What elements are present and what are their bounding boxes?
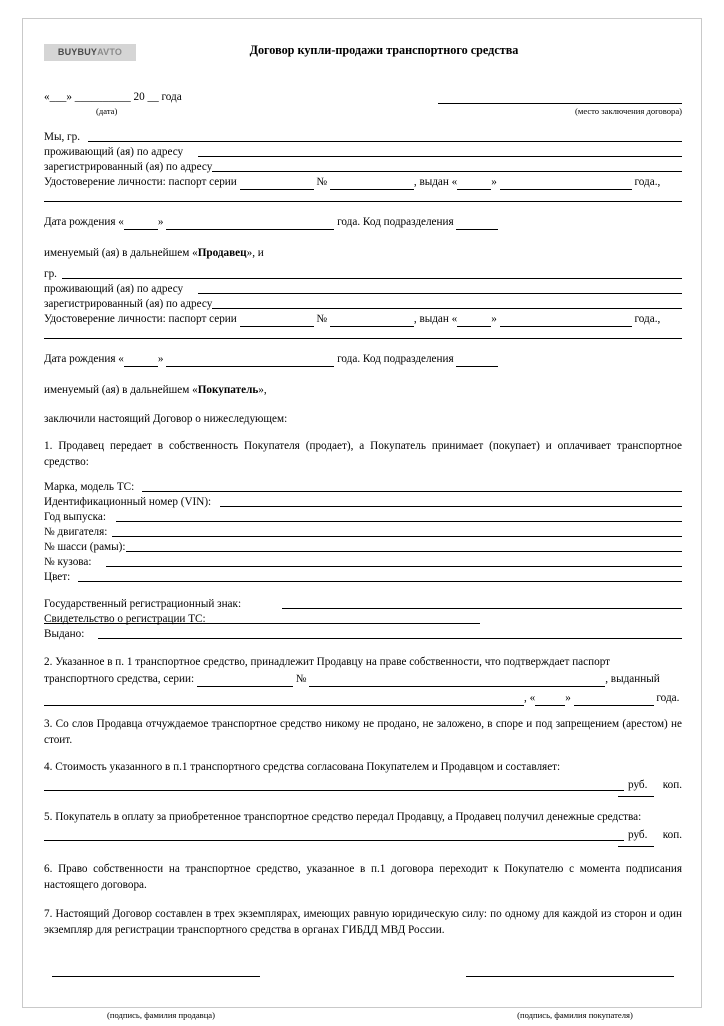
registration-field-label: Свидетельство о регистрации ТС: [44, 613, 206, 626]
seller-passport-number-line [330, 178, 414, 190]
buyer-registered-line [212, 308, 682, 309]
registration-field-line [282, 608, 682, 609]
clause-4: 4. Стоимость указанного в п.1 транспортного средства согласована Покупателем и Продавцом и составляет: [44, 760, 561, 773]
buyer-birth-row [44, 352, 682, 367]
buyer-passport-series-line [240, 315, 314, 327]
page-title: Договор купли-продажи транспортного средства [249, 43, 519, 57]
seller-name-line [88, 141, 682, 142]
seller-signature-caption: (подпись, фамилия продавца) [107, 1010, 215, 1021]
seller-passport-series-line [240, 178, 314, 190]
seller-role-prefix: именуемый (ая) в дальнейшем « [44, 247, 198, 260]
clause-5: 5. Покупатель в оплату за приобретенное транспортное средство передал Продавцу, а Продавец получил денежные средства: [44, 810, 642, 823]
clause-2-month-line [574, 694, 654, 706]
buyer-birth-year-word: года. Код подразделения [337, 353, 454, 366]
buyer-birth-close: » [157, 353, 164, 366]
buyer-division-code-line [456, 355, 498, 367]
registration-field-row [44, 597, 682, 612]
vehicle-field-row [44, 480, 682, 495]
logo-text-left: BUYBUY [57, 47, 98, 58]
captions-row [44, 106, 682, 118]
registration-fields [44, 597, 682, 642]
buyer-extra-row [44, 328, 682, 342]
registration-field-row [44, 612, 682, 627]
clause-3: 3. Со слов Продавца отчуждаемое транспортное средство никому не продано, не заложено, в споре и под запрещением (арестом) не стоит. [44, 718, 682, 747]
document-header [44, 34, 682, 68]
seller-registered-line [212, 171, 682, 172]
clause-2-number-label: № [295, 673, 307, 686]
date-quote-open: « [44, 91, 50, 103]
seller-birth-day-line [124, 218, 158, 230]
seller-issued-year-word: года., [634, 176, 661, 188]
seller-registered-row [44, 160, 682, 175]
seller-signature-line [52, 976, 260, 977]
buyer-registered-row [44, 297, 682, 312]
buyer-living-row [44, 282, 682, 297]
date-month-blank: __________ [74, 91, 131, 103]
buyer-gr-label: гр. [44, 268, 57, 281]
vehicle-field-row [44, 525, 682, 540]
vehicle-field-label: № шасси (рамы): [44, 541, 126, 554]
date-caption: (дата) [96, 106, 118, 116]
vehicle-field-row [44, 495, 682, 510]
clause-5-amount-line [44, 829, 624, 841]
seller-living-line [198, 156, 682, 157]
buyer-name-row [44, 267, 682, 282]
registration-field-line [44, 623, 480, 624]
vehicle-field-label: Марка, модель ТС: [44, 481, 135, 494]
vehicle-field-line [126, 551, 682, 552]
seller-name-row [44, 130, 682, 145]
seller-issued-close: » [491, 176, 497, 188]
clause-2-line-2 [44, 672, 682, 687]
seller-role-suffix: », и [246, 247, 264, 260]
buyer-birth-month-line [166, 355, 334, 367]
clause-5-amount-row [44, 827, 682, 843]
seller-role: Продавец [197, 247, 247, 260]
date-day-blank: ___ [49, 91, 67, 103]
date-year-word: года [161, 91, 182, 103]
place-of-contract-line [438, 92, 682, 104]
vehicle-field-row [44, 510, 682, 525]
clause-7: 7. Настоящий Договор составлен в трех экземплярах, имеющих равную юридическую силу: по одному для каждой из сторон и один экземпляр для регистрации транспортного средства в органах ГИБДД МВД России. [44, 907, 682, 936]
vehicle-field-label: № кузова: [44, 556, 92, 569]
seller-registered-label: зарегистрированный (ая) по адресу [44, 161, 213, 173]
signatures-block [44, 976, 682, 1026]
date-year-prefix: 20 [133, 91, 145, 103]
vehicle-field-line [78, 581, 682, 582]
seller-birth-label: Дата рождения « [44, 216, 124, 228]
buyer-extra-line [44, 338, 682, 339]
clause-2-line-3 [44, 691, 682, 706]
vehicle-field-label: № двигателя: [44, 526, 108, 539]
date-quote-close: » [66, 91, 72, 103]
buyer-role-prefix: именуемый (ая) в дальнейшем « [44, 384, 198, 397]
clause-4-kop-rule [618, 785, 654, 797]
clause-2-series-line [197, 675, 293, 687]
buyer-passport-row [44, 312, 682, 328]
buybuyavto-logo [44, 44, 136, 61]
seller-birth-close: » [157, 216, 164, 228]
clause-5-rub-label: руб. [628, 829, 648, 842]
clause-4-amount-row [44, 777, 682, 793]
buyer-role-suffix: », [258, 384, 267, 397]
seller-role-row [44, 246, 682, 261]
clause-2-year-word: года. [656, 692, 680, 705]
place-caption: (место заключения договора) [575, 106, 682, 116]
clause-4-kop-rule-row [44, 793, 682, 803]
seller-block [44, 130, 682, 261]
registration-field-line [98, 638, 682, 639]
seller-we-label: Мы, гр. [44, 131, 81, 143]
vehicle-field-line [112, 536, 682, 537]
clause-5-kop-rule-row [44, 843, 682, 853]
buyer-passport-number-label: № [316, 313, 328, 326]
date-and-place-row [44, 90, 682, 106]
buyer-living-label: проживающий (ая) по адресу [44, 283, 184, 296]
clause-4-rub-label: руб. [628, 778, 648, 791]
seller-extra-line [44, 201, 682, 202]
clause-5-kop-label: коп. [662, 829, 682, 842]
clause-2-day-close: » [565, 692, 571, 705]
date-year-blank: __ [147, 91, 159, 103]
buyer-role: Покупатель [197, 384, 259, 397]
buyer-passport-number-line [330, 315, 414, 327]
seller-birth-month-line [166, 218, 334, 230]
buyer-passport-text: Удостоверение личности: паспорт серии [44, 313, 237, 326]
buyer-issued-year-word: года., [634, 313, 661, 326]
clause-4-amount-line [44, 779, 624, 791]
clause-2-issued-by: , выданный [605, 673, 660, 686]
vehicle-field-line [106, 566, 682, 567]
buyer-birth-label: Дата рождения « [44, 353, 124, 366]
buyer-issued-label: , выдан « [413, 313, 458, 326]
vehicle-field-row [44, 555, 682, 570]
seller-birth-year-word: года. Код подразделения [337, 216, 454, 228]
vehicle-field-line [220, 506, 682, 507]
clause-2-issuer-line [44, 694, 524, 706]
logo-text-right: AVTO [97, 47, 123, 58]
vehicle-field-line [142, 491, 682, 492]
seller-passport-text: Удостоверение личности: паспорт серии [44, 176, 237, 188]
vehicle-field-line [116, 521, 682, 522]
agreement-line: заключили настоящий Договор о нижеследующем: [44, 413, 288, 426]
vehicle-field-row [44, 570, 682, 585]
registration-field-label: Государственный регистрационный знак: [44, 598, 242, 611]
seller-division-code-line [456, 218, 498, 230]
vehicle-field-label: Год выпуска: [44, 511, 106, 524]
clause-2-day-line [535, 694, 565, 706]
buyer-registered-label: зарегистрированный (ая) по адресу [44, 298, 213, 311]
clause-4-kop-label: коп. [662, 778, 682, 791]
vehicle-field-row [44, 540, 682, 555]
vehicle-fields [44, 480, 682, 585]
buyer-role-row [44, 383, 682, 398]
clause-2-number-line [309, 675, 605, 687]
buyer-name-line [62, 278, 682, 279]
vehicle-field-label: Идентификационный номер (VIN): [44, 496, 212, 509]
clause-5-kop-rule [618, 835, 654, 847]
seller-passport-row [44, 175, 682, 191]
buyer-issued-month-line [500, 315, 632, 327]
buyer-living-line [198, 293, 682, 294]
registration-field-label: Выдано: [44, 628, 85, 641]
document-content [44, 34, 682, 1026]
seller-passport-number-label: № [316, 176, 328, 188]
clause-1: 1. Продавец передает в собственность Покупателя (продает), а Покупатель принимает (покупает) и оплачивает транспортное средство: [44, 439, 682, 468]
seller-living-row [44, 145, 682, 160]
seller-issued-day-line [457, 178, 491, 190]
seller-extra-row [44, 191, 682, 205]
clause-2-day-open: , « [524, 692, 536, 705]
clause-6: 6. Право собственности на транспортное средство, указанное в п.1 договора переходит к Покупателю с момента подписания настоящего договора. [44, 863, 682, 892]
registration-field-row [44, 627, 682, 642]
vehicle-field-label: Цвет: [44, 571, 71, 584]
buyer-issued-day-line [457, 315, 491, 327]
seller-living-label: проживающий (ая) по адресу [44, 146, 184, 158]
seller-issued-month-line [500, 178, 632, 190]
buyer-block [44, 267, 682, 398]
buyer-passport-label [44, 312, 660, 327]
buyer-issued-close: » [491, 313, 497, 326]
buyer-signature-line [466, 976, 674, 977]
clause-2-line-1: 2. Указанное в п. 1 транспортное средство, принадлежит Продавцу на праве собственности, что подтверждает паспорт [44, 656, 611, 669]
buyer-signature-caption: (подпись, фамилия покупателя) [517, 1010, 633, 1021]
clause-2-series-label: транспортного средства, серии: [44, 673, 195, 686]
seller-issued-label: , выдан « [413, 176, 458, 188]
clause-2 [44, 655, 682, 706]
seller-passport-label [44, 175, 660, 190]
buyer-birth-day-line [124, 355, 158, 367]
seller-birth-row [44, 215, 682, 230]
